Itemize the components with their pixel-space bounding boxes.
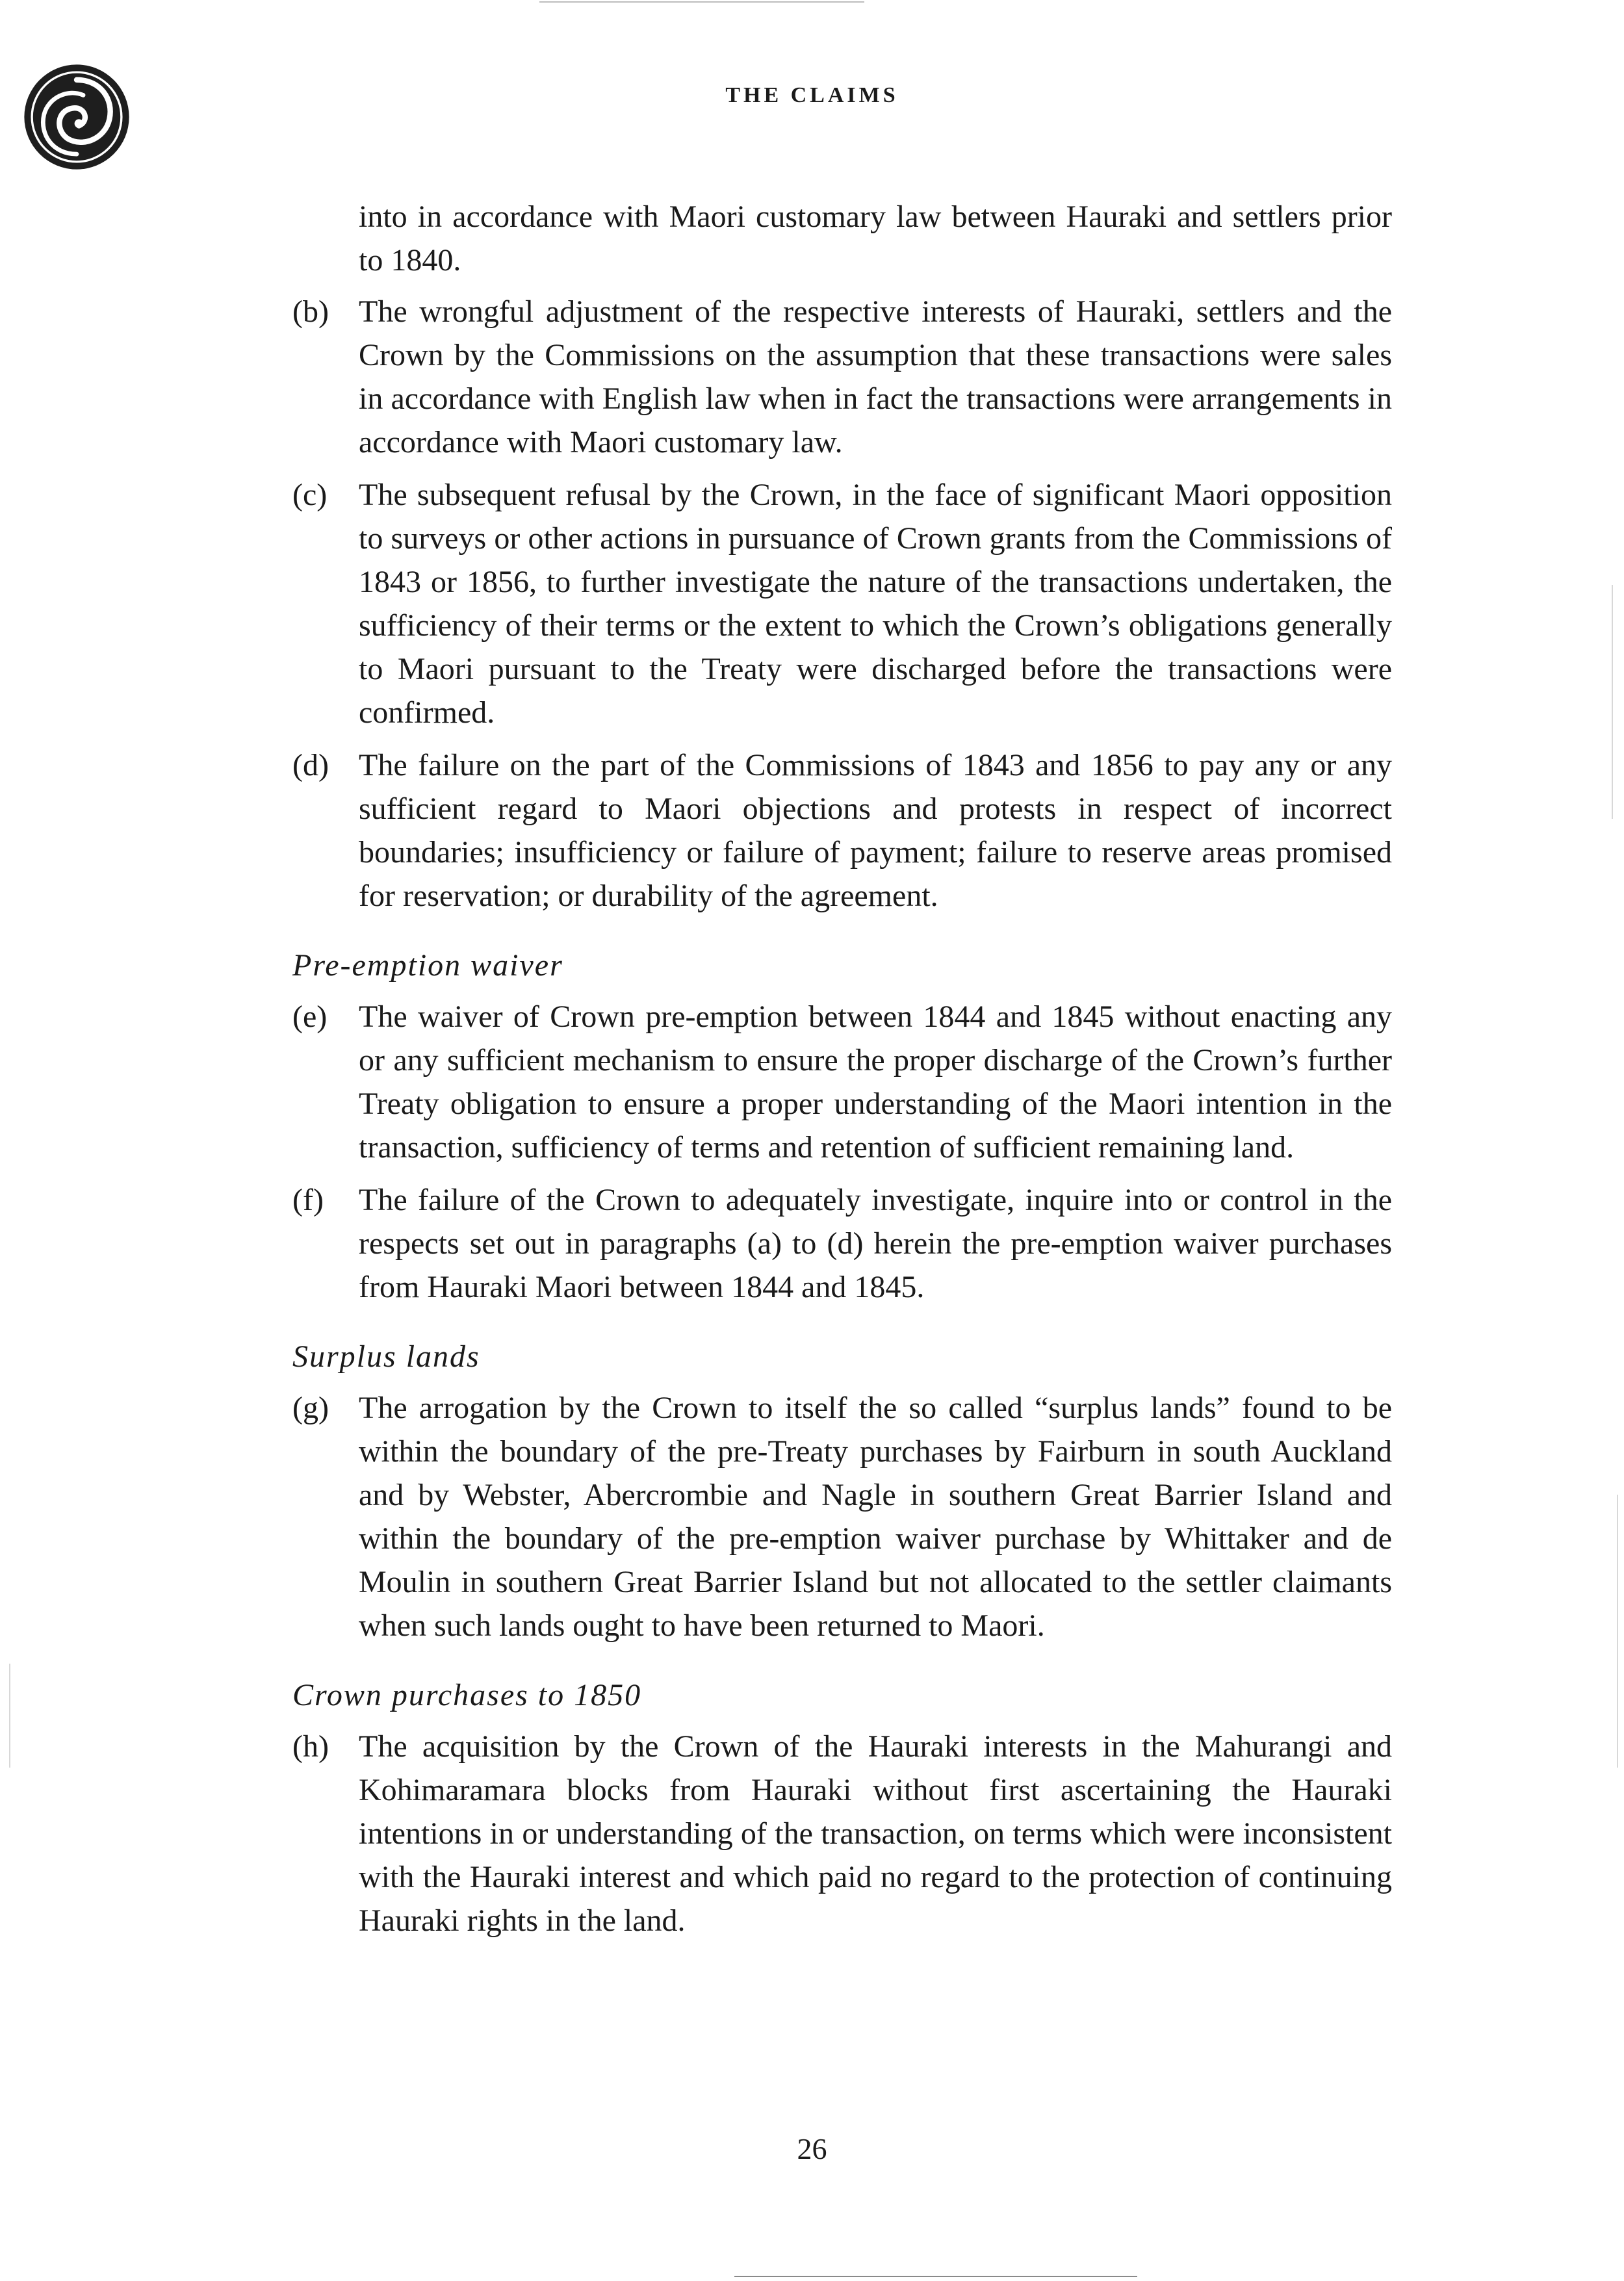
continuation-text: into in accordance with Maori customary law between Hauraki and settlers prior to 1840.	[359, 200, 1392, 277]
item-text: The arrogation by the Crown to itself the so called “surplus lands” found to be within the boundary of the pre-Treaty purchases by Fairburn in south Auckland and by Webster, Abercrombie and Nagle in southern Great Barrier Island and within the boundary of the pre-emption waiver purchase by Whittaker and de Moulin in southern Great Barrier Island but not allocated to the settler claimants when such lands ought to have been returned to Maori.	[359, 1391, 1392, 1643]
scan-edge-mark	[9, 1664, 10, 1768]
item-label: (g)	[292, 1391, 329, 1425]
claim-item-b	[292, 290, 1392, 464]
item-text: The failure on the part of the Commissions of 1843 and 1856 to pay any or any sufficient regard to Maori objections and protests in respect of incorrect boundaries; insufficiency or failure of payment; failure to reserve areas promised for reservation; or durability of the agreement.	[359, 748, 1392, 913]
section-heading-crown-purchases: Crown purchases to 1850	[292, 1678, 642, 1712]
claim-item-c	[292, 473, 1392, 734]
claim-item-f	[292, 1178, 1392, 1309]
top-scan-rule	[539, 1, 864, 3]
item-label: (c)	[292, 478, 328, 512]
claim-item-g	[292, 1386, 1392, 1647]
document-body	[292, 195, 1392, 1952]
running-head: THE CLAIMS	[725, 83, 899, 107]
claim-item-d	[292, 743, 1392, 918]
item-label: (f)	[292, 1183, 324, 1217]
koru-spiral-emblem-icon	[22, 62, 131, 172]
item-label: (d)	[292, 748, 329, 782]
claim-item-h	[292, 1725, 1392, 1942]
page-number: 26	[797, 2132, 827, 2165]
scan-edge-mark	[1617, 1495, 1618, 1768]
bottom-scan-rule	[734, 2276, 1137, 2277]
item-text: The acquisition by the Crown of the Hauraki interests in the Mahurangi and Kohimaramara blocks from Hauraki without first ascertaining the Hauraki intentions in or understanding of the transaction, on terms which were inconsistent with the Hauraki interest and which paid no regard to the protection of continuing Hauraki rights in the land.	[359, 1729, 1392, 1938]
section-heading-preemption: Pre-emption waiver	[292, 948, 563, 983]
scan-edge-mark	[1612, 585, 1613, 819]
claim-item-e	[292, 995, 1392, 1169]
continuation-paragraph	[292, 195, 1392, 282]
section-heading-surplus: Surplus lands	[292, 1339, 480, 1374]
item-text: The failure of the Crown to adequately investigate, inquire into or control in the respects set out in paragraphs (a) to (d) herein the pre-emption waiver purchases from Hauraki Maori between 1844 and 1845.	[359, 1183, 1392, 1304]
item-text: The waiver of Crown pre-emption between 1844 and 1845 without enacting any or any sufficient mechanism to ensure the proper discharge of the Crown’s further Treaty obligation to ensure a proper understanding of the Maori intention in the transaction, sufficiency of terms and retention of sufficient remaining land.	[359, 999, 1392, 1165]
item-label: (b)	[292, 294, 329, 329]
item-text: The subsequent refusal by the Crown, in the face of significant Maori opposition to surveys or other actions in pursuance of Crown grants from the Commissions of 1843 or 1856, to further investigate the nature of the transactions undertaken, the sufficiency of their terms or the extent to which the Crown’s obligations generally to Maori pursuant to the Treaty were discharged before the transactions were confirmed.	[359, 478, 1392, 730]
item-label: (h)	[292, 1729, 329, 1764]
item-label: (e)	[292, 999, 328, 1034]
item-text: The wrongful adjustment of the respective interests of Hauraki, settlers and the Crown by the Commissions on the assumption that these transactions were sales in accordance with English law when in fact the transactions were arrangements in accordance with Maori customary law.	[359, 294, 1392, 459]
